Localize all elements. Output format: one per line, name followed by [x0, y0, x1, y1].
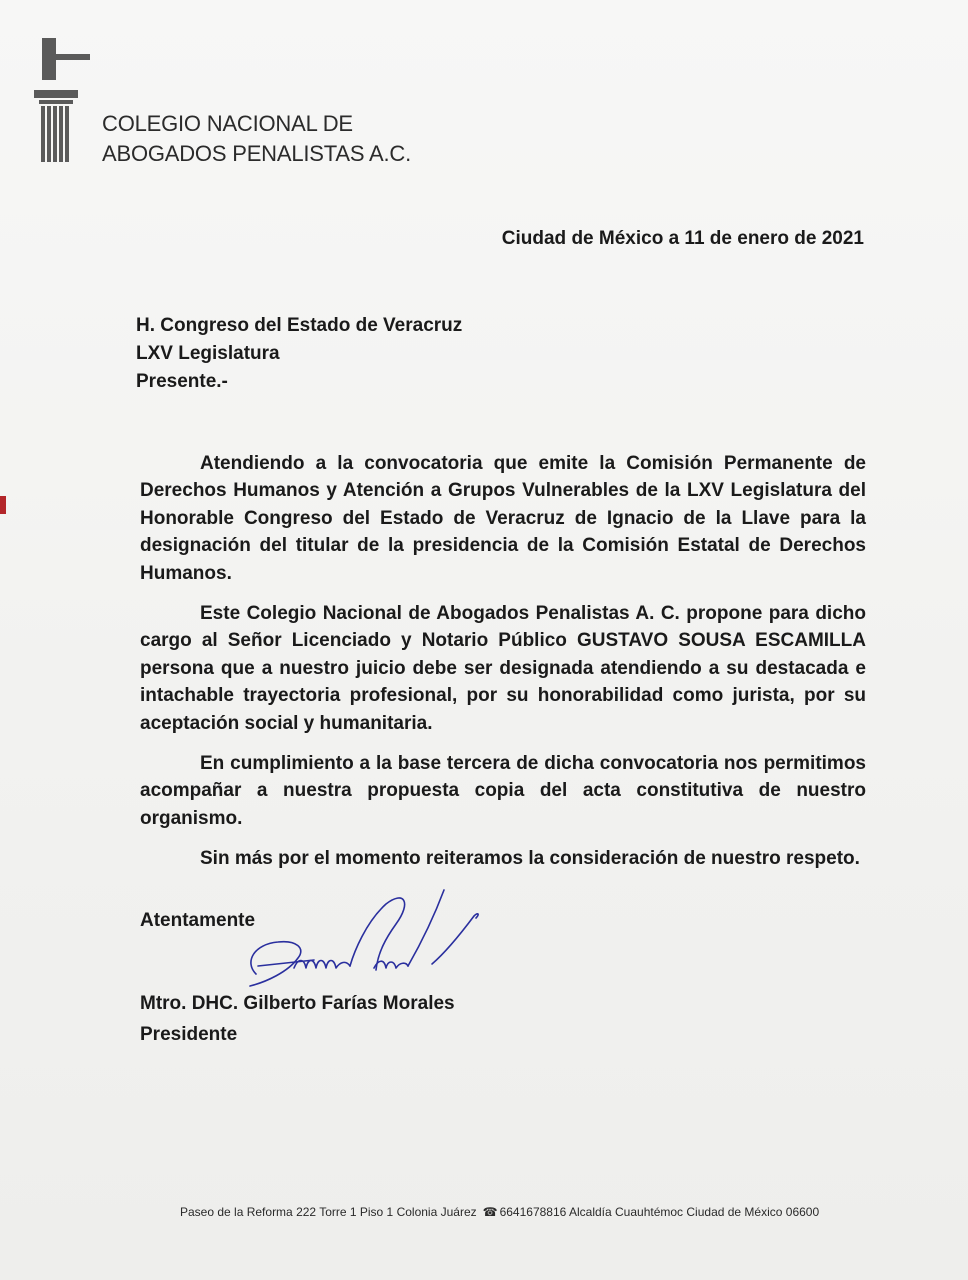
handwritten-signature — [236, 882, 486, 992]
signer-name: Mtro. DHC. Gilberto Farías Morales — [140, 993, 455, 1014]
letter-body — [140, 450, 866, 886]
footer-address: Paseo de la Reforma 222 Torre 1 Piso 1 Colonia Juárez — [180, 1205, 477, 1219]
organization-name-line1: COLEGIO NACIONAL DE — [102, 111, 353, 136]
addressee-line2: LXV Legislatura — [136, 343, 280, 364]
body-paragraph-3: En cumplimiento a la base tercera de dicha convocatoria nos permitimos acompañar a nuestra propuesta copia del acta constitutiva de nuestro organismo. — [140, 753, 866, 829]
letter-footer — [180, 1205, 840, 1219]
signer-title: Presidente — [140, 1024, 238, 1045]
body-paragraph-1: Atendiendo a la convocatoria que emite la Comisión Permanente de Derechos Humanos y Atención a Grupos Vulnerables de la LXV Legislatura del Honorable Congreso del Estado de Veracruz de Ignacio de la Llave para la designación del titular de la presidencia de la Comisión Estatal de Derechos Humanos. — [140, 453, 866, 584]
footer-phone: 6641678816 Alcaldía Cuauhtémoc Ciudad de México 06600 — [499, 1205, 820, 1219]
addressee-block — [136, 312, 462, 396]
body-paragraph-4: Sin más por el momento reiteramos la consideración de nuestro respeto. — [200, 848, 860, 870]
signer-block — [140, 988, 455, 1050]
gavel-column-logo-icon — [30, 34, 90, 166]
addressee-line3: Presente.- — [136, 371, 228, 392]
closing-salutation: Atentamente — [140, 910, 256, 931]
organization-name — [102, 109, 411, 169]
edge-mark — [0, 496, 6, 514]
letter-date: Ciudad de México a 11 de enero de 2021 — [501, 228, 864, 249]
body-paragraph-2: Este Colegio Nacional de Abogados Penalistas A. C. propone para dicho cargo al Señor Licenciado y Notario Público GUSTAVO SOUSA ESCAMILLA persona que a nuestro juicio debe ser designada atendiendo a su destacada e intachable trayectoria profesional, por su honorabilidad como jurista, por su aceptación social y humanitaria. — [140, 603, 866, 734]
addressee-line1: H. Congreso del Estado de Veracruz — [136, 315, 463, 336]
telephone-icon: ☎ — [482, 1205, 498, 1219]
organization-name-line2: ABOGADOS PENALISTAS A.C. — [102, 141, 412, 166]
